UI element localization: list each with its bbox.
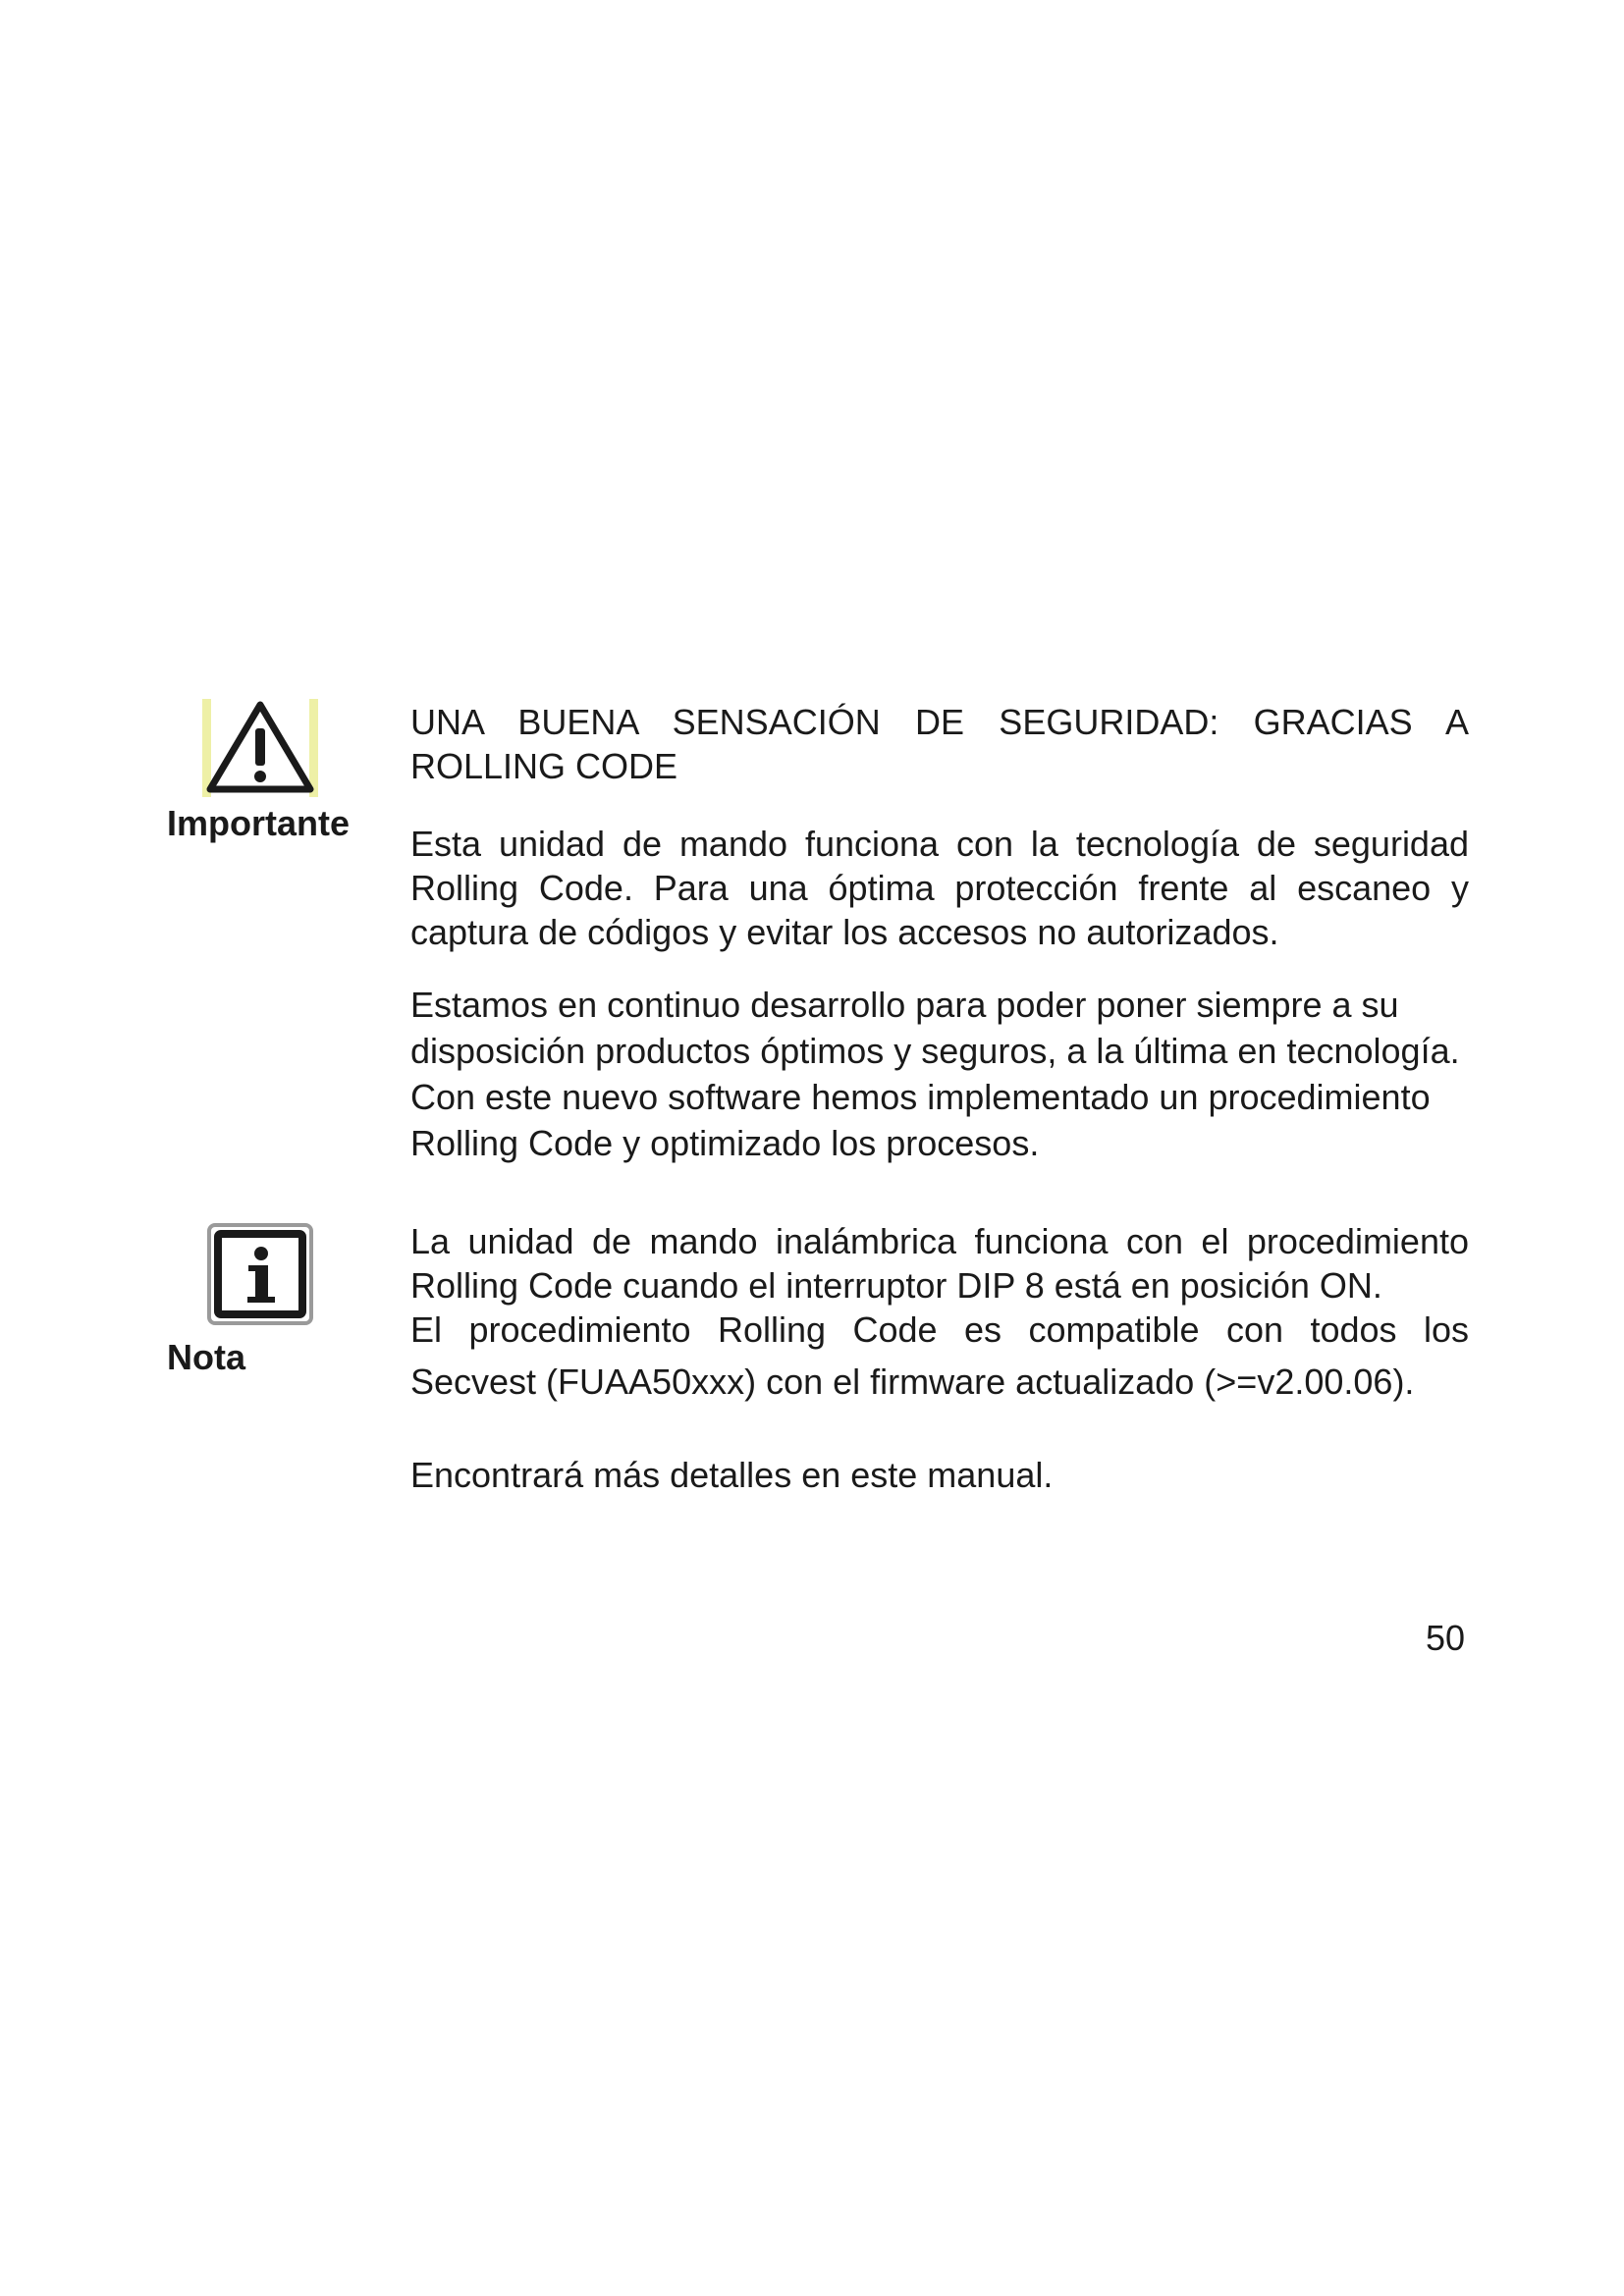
important-paragraph-2: Estamos en continuo desarrollo para poder poner siempre a su disposición productos óptimos y seguros, a la última en tecnología. Con este nuevo software hemos implementado un procedimiento Rolling Code y optimizado los procesos.	[410, 985, 1460, 1163]
note-line-2: Rolling Code cuando el interruptor DIP 8 está en posición ON.	[410, 1265, 1382, 1306]
note-paragraph-2: Encontrará más detalles en este manual.	[410, 1455, 1054, 1495]
heading-line-1: UNA BUENA SENSACIÓN DE SEGURIDAD: GRACIAS A	[410, 702, 1469, 742]
important-label: Importante	[167, 803, 351, 843]
page-number: 50	[1425, 1618, 1465, 1658]
info-icon	[206, 1222, 314, 1326]
note-line-4: Secvest (FUAA50xxx) con el firmware actualizado (>=v2.00.06).	[410, 1362, 1415, 1402]
important-paragraph-1: Esta unidad de mando funciona con la tecnología de seguridad Rolling Code. Para una óptima protección frente al escaneo y captura de códigos y evitar los accesos no autorizados.	[410, 824, 1469, 952]
note-paragraph-1	[410, 1219, 1469, 1404]
note-line-1: La unidad de mando inalámbrica funciona con el procedimiento	[410, 1221, 1469, 1261]
warning-triangle-icon	[202, 699, 318, 797]
heading-line-2: ROLLING CODE	[410, 746, 678, 786]
section-heading	[410, 700, 1469, 788]
note-line-3: El procedimiento Rolling Code es compatible con todos los	[410, 1309, 1469, 1350]
note-label: Nota	[167, 1337, 245, 1377]
